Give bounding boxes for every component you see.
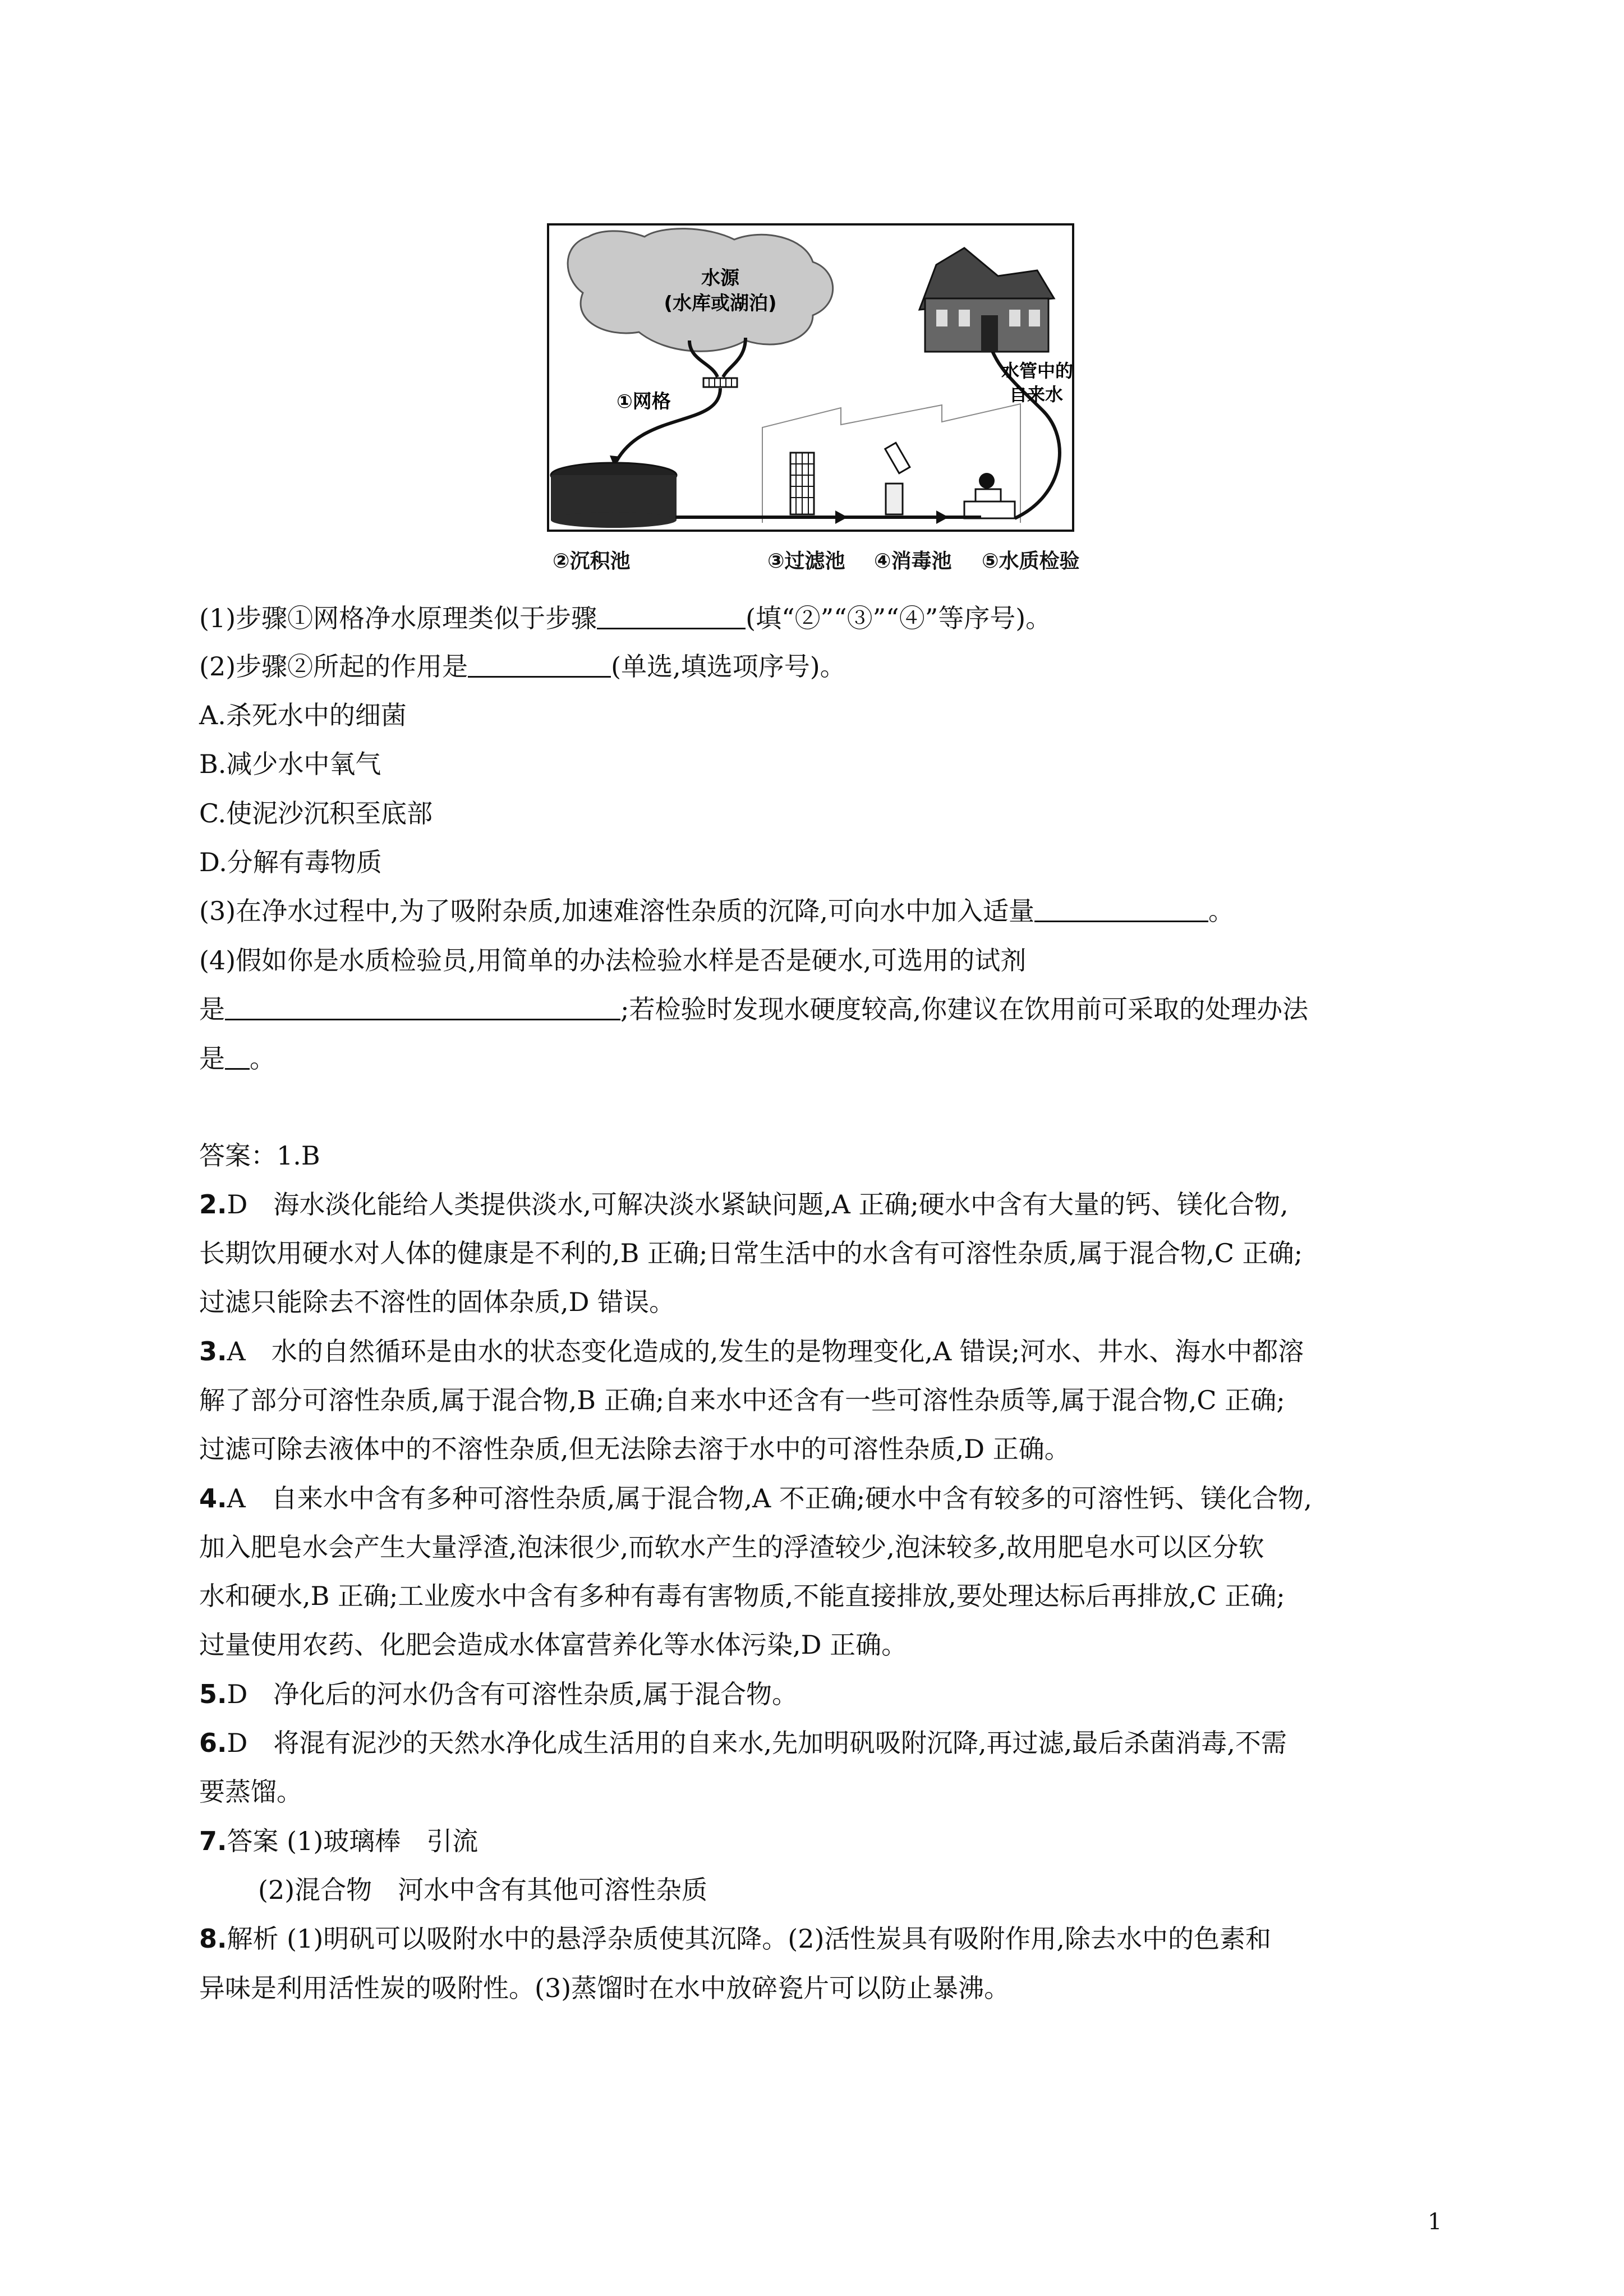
answer-blank-4[interactable]	[225, 993, 620, 1020]
answer-2-line-1	[199, 1188, 1289, 1221]
answer-5	[199, 1677, 798, 1711]
answer-4-line-1	[199, 1481, 1312, 1515]
caption-step2: ②沉积池	[553, 550, 631, 573]
answer-7-line-2: (2)混合物 河水中含有其他可溶性杂质	[258, 1875, 708, 1905]
answer-1-value: B	[301, 1140, 320, 1171]
answer-8-number: 8.	[199, 1924, 227, 1954]
answer-3-line-1	[199, 1335, 1304, 1368]
question-1-text: (1)步骤①网格净水原理类似于步骤	[199, 603, 597, 633]
answer-3-line-2: 解了部分可溶性杂质,属于混合物,B 正确;自来水中还含有一些可溶性杂质等,属于混合物,C 正确;	[199, 1385, 1285, 1415]
purification-diagram	[549, 226, 1072, 530]
answer-3-text: A 水的自然循环是由水的状态变化造成的,发生的是物理变化,A 错误;河水、井水、海水中都溶	[227, 1336, 1304, 1366]
question-3	[199, 894, 1234, 928]
answer-5-text: D 净化后的河水仍含有可溶性杂质,属于混合物。	[227, 1679, 798, 1709]
question-4-line-1: (4)假如你是水质检验员,用简单的办法检验水样是否是硬水,可选用的试剂	[199, 945, 1027, 976]
answer-6-line-2: 要蒸馏。	[199, 1777, 302, 1807]
answer-blank-1[interactable]	[597, 602, 746, 629]
answer-8-line-1	[199, 1922, 1271, 1955]
option-a: A.杀死水中的细菌	[199, 700, 407, 730]
answer-blank-5[interactable]	[225, 1042, 250, 1070]
caption-step4: ④消毒池	[874, 550, 952, 573]
water-source-cloud	[568, 229, 833, 352]
question-4-text: ;若检验时发现水硬度较高,你建议在饮用前可采取的处理办法	[620, 994, 1309, 1024]
answer-6-line-1	[199, 1726, 1287, 1760]
question-2	[199, 650, 846, 683]
caption-step3: ③过滤池	[767, 550, 845, 573]
question-4-line-2	[199, 992, 1308, 1026]
answer-4-text: A 自来水中含有多种可溶性杂质,属于混合物,A 不正确;硬水中含有较多的可溶性钙、镁化合物,	[227, 1483, 1312, 1513]
question-4-line-3-prefix: 是	[199, 1043, 225, 1074]
option-d: D.分解有毒物质	[199, 847, 382, 877]
answer-1	[199, 1139, 320, 1172]
answer-8-line-2: 异味是利用活性炭的吸附性。(3)蒸馏时在水中放碎瓷片可以防止暴沸。	[199, 1973, 1010, 2003]
answer-blank-3[interactable]	[1034, 895, 1208, 922]
question-3-suffix: 。	[1208, 896, 1235, 926]
answer-8-text: 解析 (1)明矾可以吸附水中的悬浮杂质使其沉降。(2)活性炭具有吸附作用,除去水中的色素和	[227, 1924, 1272, 1954]
source-label-2: (水库或湖泊)	[664, 292, 777, 315]
question-4-prefix: 是	[199, 994, 225, 1024]
question-4-line-3-suffix: 。	[250, 1043, 275, 1074]
answer-3-number: 3.	[199, 1336, 227, 1366]
house-label-1: 水管中的	[1001, 360, 1072, 381]
question-2-text: (2)步骤②所起的作用是	[199, 651, 468, 682]
answer-4-line-2: 加入肥皂水会产生大量浮渣,泡沫很少,而软水产生的浮渣较少,泡沫较多,故用肥皂水可以区分软	[199, 1532, 1264, 1562]
answer-3-line-3: 过滤可除去液体中的不溶性杂质,但无法除去溶于水中的可溶性杂质,D 正确。	[199, 1434, 1070, 1464]
answer-7-number: 7.	[199, 1826, 227, 1856]
answer-2-line-3: 过滤只能除去不溶性的固体杂质,D 错误。	[199, 1287, 675, 1317]
answer-4-number: 4.	[199, 1483, 227, 1513]
water-purification-figure	[547, 223, 1074, 532]
answer-6-number: 6.	[199, 1728, 227, 1758]
question-1-suffix: (填“②”“③”“④”等序号)。	[746, 603, 1052, 633]
disinfection-container-icon	[886, 484, 903, 514]
answer-2-text: D 海水淡化能给人类提供淡水,可解决淡水紧缺问题,A 正确;硬水中含有大量的钙、镁化合物,	[227, 1189, 1289, 1220]
answer-6-text: D 将混有泥沙的天然水净化成生活用的自来水,先加明矾吸附沉降,再过滤,最后杀菌消毒,不需	[227, 1728, 1287, 1758]
inspector-icon	[979, 473, 995, 489]
answer-7-text: 答案 (1)玻璃棒 引流	[227, 1826, 479, 1856]
caption-step5: ⑤水质检验	[982, 550, 1080, 573]
question-2-suffix: (单选,填选项序号)。	[611, 651, 846, 682]
question-4-line-3	[199, 1042, 275, 1075]
answer-5-number: 5.	[199, 1679, 227, 1709]
house-label-2: 自来水	[1009, 384, 1064, 405]
page-number: 1	[1428, 2209, 1442, 2235]
answer-2-number: 2.	[199, 1189, 227, 1220]
answer-7-line-1	[199, 1824, 478, 1858]
answer-4-line-3: 水和硬水,B 正确;工业废水中含有多种有毒有害物质,不能直接排放,要处理达标后再排放,C 正确;	[199, 1581, 1285, 1611]
house-icon	[919, 248, 1054, 352]
answer-label: 答案：1.	[199, 1140, 301, 1171]
option-b: B.减少水中氧气	[199, 749, 381, 779]
question-3-text: (3)在净水过程中,为了吸附杂质,加速难溶性杂质的沉降,可向水中加入适量	[199, 896, 1035, 926]
option-c: C.使泥沙沉积至底部	[199, 798, 433, 829]
answer-2-line-2: 长期饮用硬水对人体的健康是不利的,B 正确;日常生活中的水含有可溶性杂质,属于混合物,C 正确;	[199, 1238, 1303, 1268]
step1-label: ①网格	[617, 390, 671, 413]
answer-4-line-4: 过量使用农药、化肥会造成水体富营养化等水体污染,D 正确。	[199, 1630, 908, 1660]
source-label-1: 水源	[701, 267, 739, 289]
question-1	[199, 601, 1051, 635]
answer-blank-2[interactable]	[468, 650, 611, 678]
